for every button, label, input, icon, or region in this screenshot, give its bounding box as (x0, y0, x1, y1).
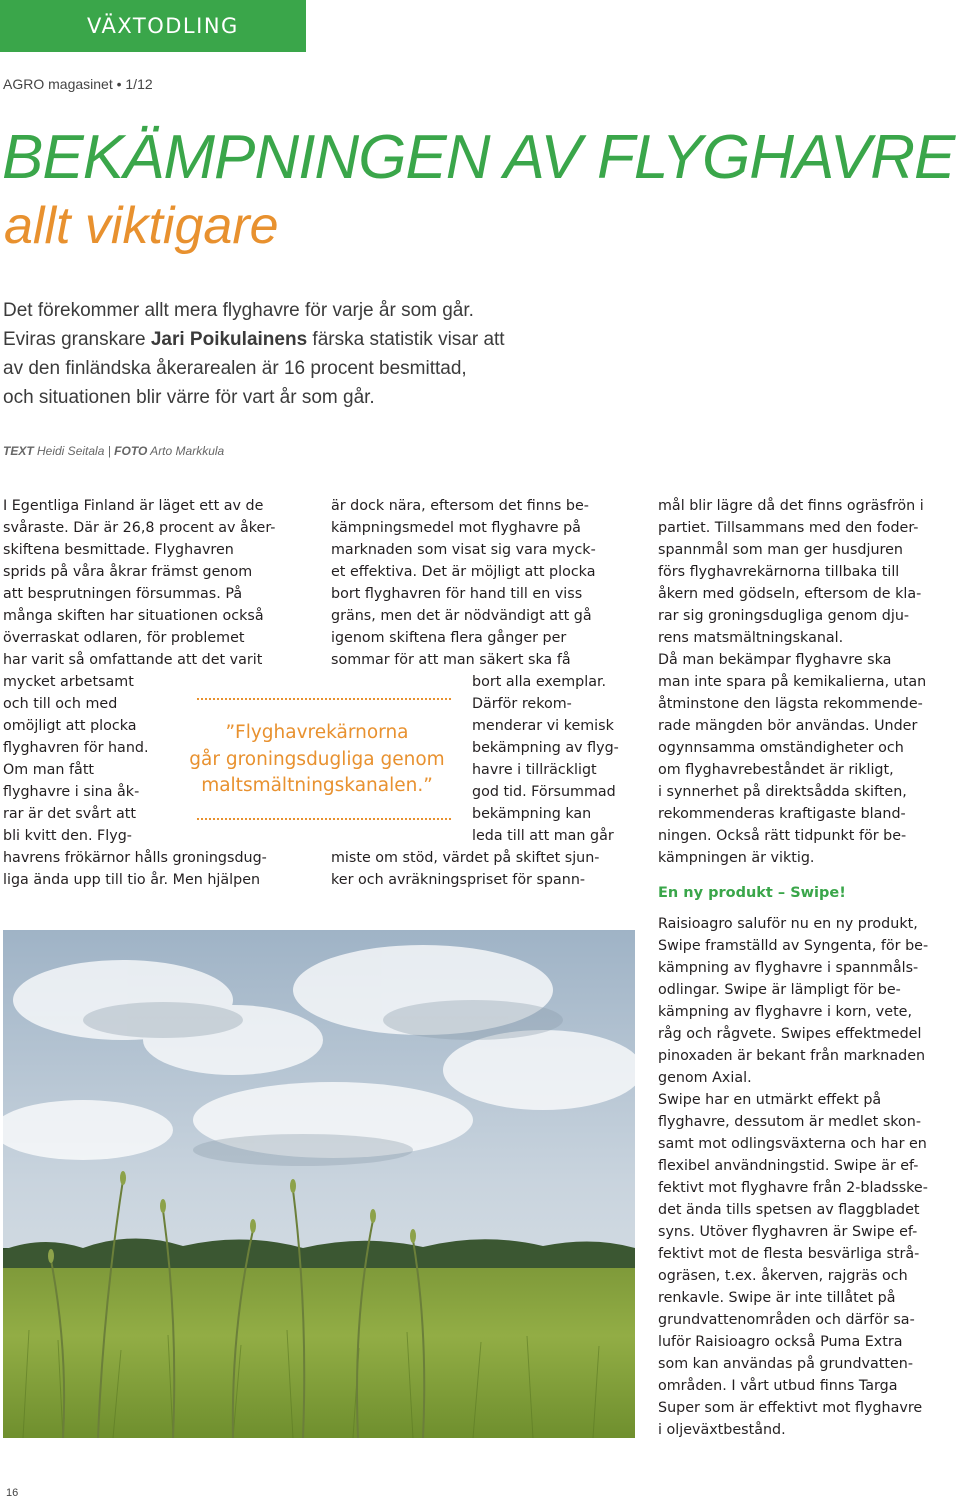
body-text-line: god tid. Försummad (472, 784, 616, 800)
body-text-line: partiet. Tillsammans med den foder- (658, 520, 919, 536)
byline-photographer: Arto Markkula (147, 444, 225, 458)
body-column-2-top (331, 495, 641, 671)
body-text-line: liga ända upp till tio år. Men hjälpen (3, 872, 261, 888)
body-text-line: samt mot odlingsväxterna och har en (658, 1136, 927, 1152)
body-text-line: Raisioagro saluför nu en ny produkt, (658, 916, 918, 932)
body-text-line: Swipe har en utmärkt effekt på (658, 1092, 882, 1108)
body-text-line: om flyghavrebeståndet är rikligt, (658, 762, 894, 778)
body-text-line: svåraste. Där är 26,8 procent av åker- (3, 520, 276, 536)
photo-illustration (3, 930, 635, 1438)
body-text-line: Om man fått (3, 762, 95, 778)
byline (3, 444, 224, 458)
body-text-line: havre i tillräckligt (472, 762, 597, 778)
body-text-line: marknaden som visat sig vara myck- (331, 542, 596, 558)
body-column-2-bottom (331, 847, 641, 891)
byline-text-label: TEXT (3, 444, 34, 458)
body-text-line: kämpningsmedel mot flyghavre på (331, 520, 581, 536)
body-text-line: åkern med gödseln, eftersom de kla- (658, 586, 922, 602)
body-text-line: områden. I vårt utbud finns Targa (658, 1378, 898, 1394)
body-text-line: omöjligt att plocka (3, 718, 137, 734)
body-text-line: ningen. Också rätt tidpunkt för be- (658, 828, 907, 844)
body-text-line: odlingar. Swipe är lämpligt för be- (658, 982, 901, 998)
lead-line (3, 325, 643, 354)
body-text-line: rade mängden bör användas. Under (658, 718, 918, 734)
body-text-line: spannmål som man ger husdjuren (658, 542, 903, 558)
body-column-3-bottom (658, 913, 958, 1441)
body-text-line: överraskat odlaren, för problemet (3, 630, 245, 646)
pull-quote (183, 698, 451, 822)
section-tab (0, 0, 306, 52)
magazine-issue-line: AGRO magasinet • 1/12 (3, 76, 153, 92)
body-text-line: renkavle. Swipe är inte tillåtet på (658, 1290, 896, 1306)
body-text-line: bort alla exemplar. (472, 674, 607, 690)
headline: BEKÄMPNINGEN AV FLYGHAVRE (2, 123, 955, 192)
body-text-line: rar är det svårt att (3, 806, 136, 822)
lead-text: färska statistik visar att (307, 329, 505, 350)
body-text-line: Super som är effektivt mot flyghavre (658, 1400, 923, 1416)
body-text-line: och till och med (3, 696, 118, 712)
section-tab-label: VÄXTODLING (87, 14, 239, 38)
body-text-line: flyghavre, dessutom är medlet skon- (658, 1114, 922, 1130)
lead-line: Det förekommer allt mera flyghavre för varje år som går. (3, 300, 474, 321)
body-column-3-top (658, 495, 958, 869)
body-text-line: pinoxaden är bekant från marknaden (658, 1048, 926, 1064)
body-text-line: bekämpning av flyg- (472, 740, 619, 756)
body-text-line: Därför rekom- (472, 696, 572, 712)
body-text-line: rekommenderas kraftigaste bland- (658, 806, 906, 822)
body-text-line: menderar vi kemisk (472, 718, 614, 734)
pull-quote-line: ”Flyghavrekärnorna (225, 722, 409, 743)
body-text-line: bekämpning kan (472, 806, 592, 822)
body-text-line: havrens frökärnor hålls groningsdug- (3, 850, 267, 866)
lead-text: Eviras granskare (3, 329, 151, 350)
body-text-line: bli kvitt den. Flyg- (3, 828, 132, 844)
wild-oat-field-photo (3, 930, 635, 1438)
body-text-line: kämpning av flyghavre i korn, vete, (658, 1004, 913, 1020)
body-text-line: syns. Utöver flyghavren är Swipe ef- (658, 1224, 918, 1240)
body-column-2-narrow (472, 671, 642, 847)
pull-quote-bottom-rule (197, 818, 451, 820)
body-text-line: som kan användas på grundvatten- (658, 1356, 913, 1372)
pull-quote-line: går groningsdugliga genom (189, 749, 445, 770)
body-text-line: är dock nära, eftersom det finns be- (331, 498, 589, 514)
body-text-line: genom Axial. (658, 1070, 752, 1086)
body-text-line: et effektiva. Det är möjligt att plocka (331, 564, 596, 580)
body-text-line: i oljeväxtbestånd. (658, 1422, 786, 1438)
body-text-line: flyghavren för hand. (3, 740, 149, 756)
lead-paragraph (3, 296, 643, 412)
body-text-line: flexibel användningstid. Swipe är ef- (658, 1158, 919, 1174)
body-text-line: Då man bekämpar flyghavre ska (658, 652, 892, 668)
body-text-line: har varit så omfattande att det varit (3, 652, 263, 668)
byline-photo-label: FOTO (114, 444, 148, 458)
body-text-line: Swipe framställd av Syngenta, för be- (658, 938, 929, 954)
body-text-line: fektivt mot flyghavre från 2-bladsske- (658, 1180, 928, 1196)
body-text-line: bort flyghavren för hand till en viss (331, 586, 583, 602)
pull-quote-top-rule (197, 698, 451, 700)
lead-line: av den finländska åkerarealen är 16 procent besmittad, (3, 358, 467, 379)
body-text-line: rens matsmältningskanal. (658, 630, 844, 646)
body-text-line: ogynnsamma omständigheter och (658, 740, 904, 756)
body-text-line: kämpning av flyghavre i spannmåls- (658, 960, 919, 976)
body-text-line: mål blir lägre då det finns ogräsfrön i (658, 498, 924, 514)
body-text-line: miste om stöd, värdet på skiftet sjun- (331, 850, 600, 866)
body-text-line: sprids på våra åkrar främst genom (3, 564, 253, 580)
body-text-line: I Egentliga Finland är läget ett av de (3, 498, 264, 514)
body-text-line: igenom skiftena flera gånger per (331, 630, 567, 646)
page-number: 16 (6, 1487, 19, 1499)
lead-person-name: Jari Poikulainens (150, 329, 308, 350)
body-text-line: rar sig groningsdugliga genom dju- (658, 608, 910, 624)
pull-quote-line: maltsmältningskanalen.” (201, 775, 433, 796)
body-text-line: förs flyghavrekärnorna tillbaka till (658, 564, 900, 580)
body-text-line: leda till att man går (472, 828, 614, 844)
body-column-1 (3, 495, 323, 891)
body-text-line: åtminstone den lägsta rekommende- (658, 696, 923, 712)
body-text-line: råg och rågvete. Swipes effektmedel (658, 1026, 922, 1042)
body-text-line: man inte spara på kemikalierna, utan (658, 674, 927, 690)
body-text-line: ogräsen, t.ex. åkerven, rajgräs och (658, 1268, 908, 1284)
body-text-line: grundvattenområden och därför sa- (658, 1312, 915, 1328)
body-text-line: sommar för att man säkert ska få (331, 652, 571, 668)
body-text-line: att besprutningen försummas. På (3, 586, 243, 602)
body-text-line: kämpningen är viktig. (658, 850, 815, 866)
body-text-line: skiftena besmittade. Flyghavren (3, 542, 234, 558)
headline-subtitle: allt viktigare (4, 197, 279, 255)
body-text-line: luför Raisioagro också Puma Extra (658, 1334, 903, 1350)
subheading: En ny produkt – Swipe! (658, 885, 846, 901)
body-text-line: ker och avräkningspriset för spann- (331, 872, 586, 888)
body-text-line: det ända tills spetsen av flaggbladet (658, 1202, 920, 1218)
body-text-line: många skiften har situationen också (3, 608, 264, 624)
lead-line: och situationen blir värre för vart år som går. (3, 387, 375, 408)
body-text-line: fektivt mot de flesta besvärliga strå- (658, 1246, 920, 1262)
body-text-line: mycket arbetsamt (3, 674, 134, 690)
body-text-line: flyghavre i sina åk- (3, 784, 140, 800)
byline-author: Heidi Seitala | (33, 444, 115, 458)
body-text-line: gräns, men det är nödvändigt att gå (331, 608, 592, 624)
body-text-line: i synnerhet på direktsådda skiften, (658, 784, 907, 800)
